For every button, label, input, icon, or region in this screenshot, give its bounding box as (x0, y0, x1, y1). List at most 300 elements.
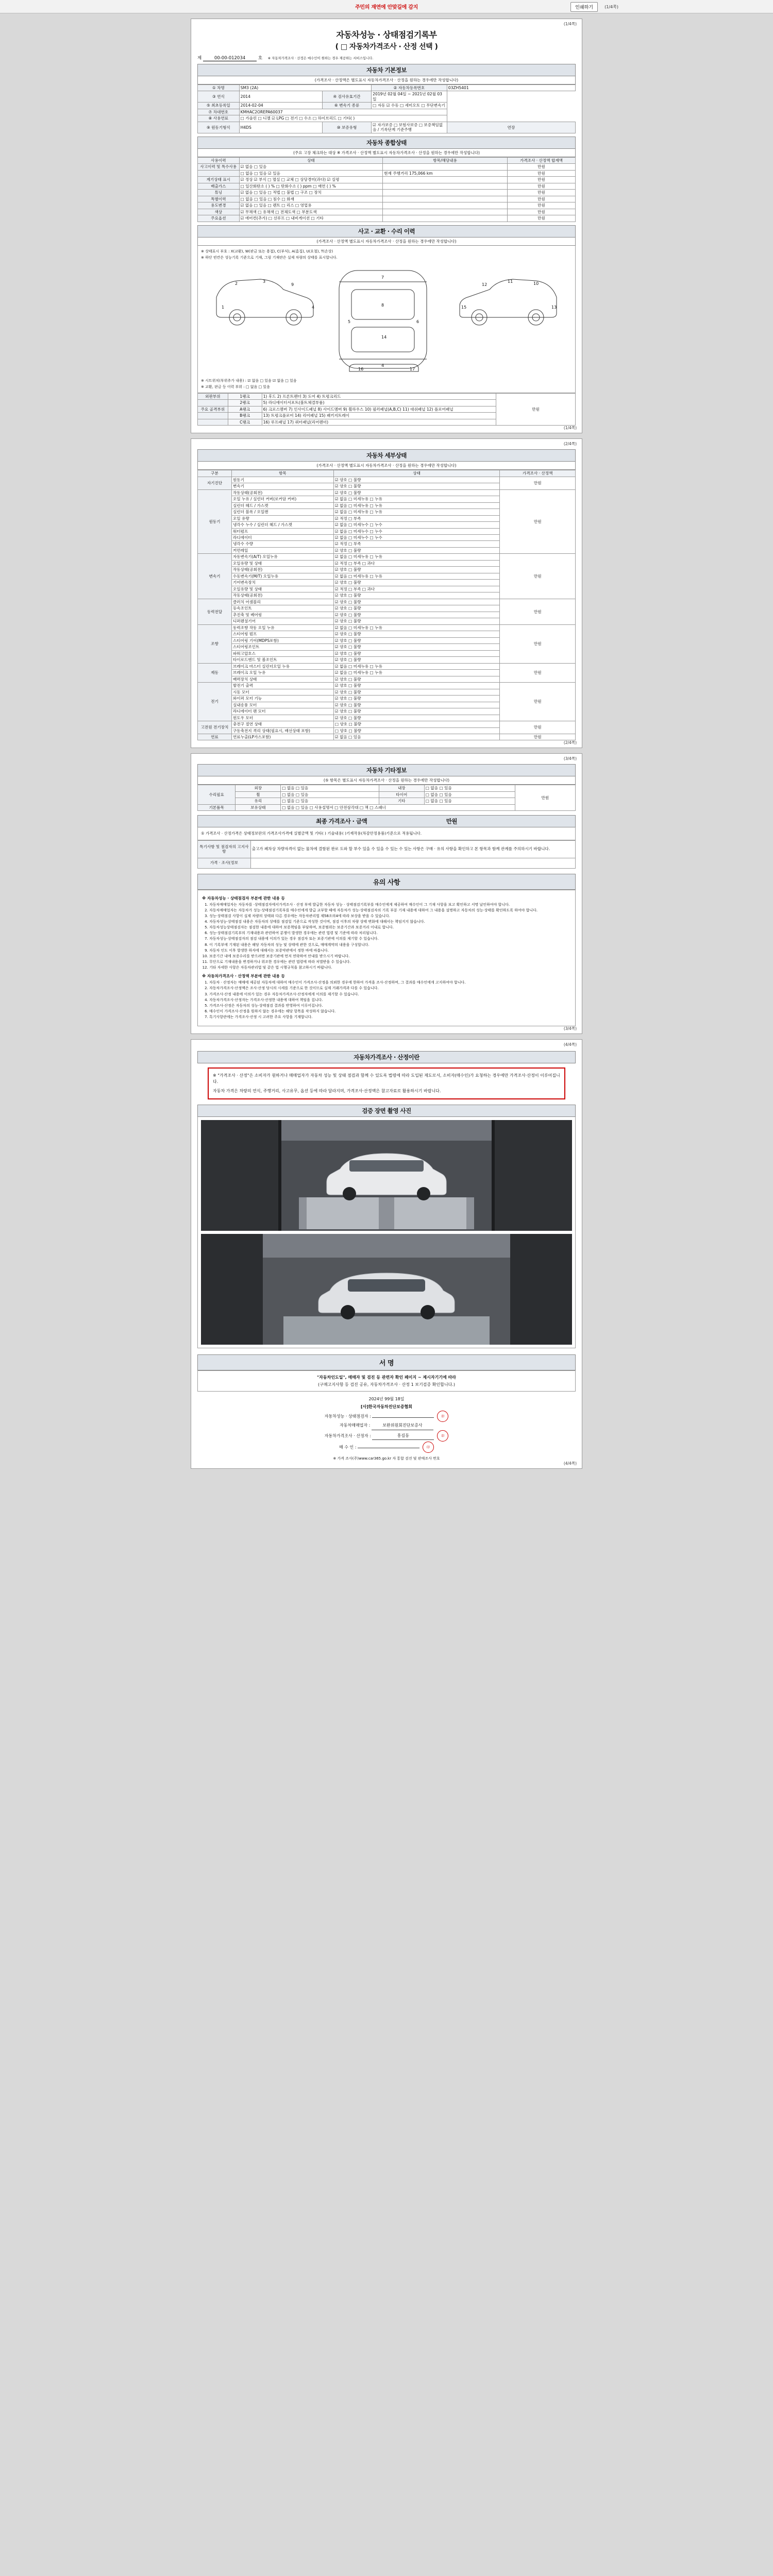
detail-state[interactable]: ☑ 양호 □ 불량 (333, 612, 500, 618)
car-diagram-svg (201, 261, 572, 377)
special-note-label: 특기사항 및 점검자의 고지사항 (198, 840, 251, 858)
accident-note-1: ※ 상태표시 부호 : X(교환), W(판금 또는 용접), C(부식), A(흠집), U(요철), T(손상) (201, 249, 333, 253)
basic-label: ④ 검사유효기간 (322, 91, 371, 103)
table-row (198, 734, 576, 740)
table-row (198, 599, 576, 605)
detail-state[interactable]: ☑ 없음 □ 미세누유 □ 누유 (333, 624, 500, 631)
etc-item-b: 타이어 (379, 791, 424, 798)
overall-state[interactable]: ☑ 없음 □ 있음 □ 렌트 □ 리스 □ 영업용 (239, 202, 383, 209)
detail-state[interactable]: ☑ 없음 □ 미세누유 □ 누유 (333, 663, 500, 669)
page-mark-4-bottom: (4/4쪽) (563, 1461, 577, 1466)
signature-row (197, 1442, 576, 1453)
overall-price: 만원 (508, 190, 576, 196)
table-row (198, 215, 576, 222)
accident-title: 사고 · 교환 · 수리 이력 (197, 225, 576, 238)
signature-block (197, 1396, 576, 1452)
signature-name[interactable]: 홍길동 (372, 1432, 434, 1440)
basic-label: ⑧ 사용연료 (198, 115, 240, 122)
photo-section-title: 검증 장면 촬영 사진 (197, 1105, 576, 1117)
detail-state[interactable]: ☑ 양호 □ 불량 (333, 477, 500, 483)
overall-detail (383, 209, 508, 215)
table-row (198, 183, 576, 189)
page-title: 자동차성능 · 상태점검기록부 (336, 30, 437, 40)
svg-text:17: 17 (410, 366, 415, 371)
notice-sec1-list (209, 902, 571, 971)
page-4 (191, 1039, 582, 1468)
page-mark-2: (2/4쪽) (563, 442, 577, 447)
detail-item: 구동축전지 격리 상태(필요시, 배선상태 포함) (231, 727, 333, 734)
detail-table (197, 470, 576, 740)
page-mark-1: (1/4쪽) (563, 22, 577, 26)
signature-rows (197, 1411, 576, 1452)
overall-detail (383, 183, 508, 189)
detail-price: 만원 (500, 663, 576, 682)
final-price-note (197, 827, 576, 840)
etc-price: 만원 (515, 785, 575, 811)
price-explain-title: 자동차가격조사 · 산정이란 (197, 1051, 576, 1063)
list-item: 12. 기타 자세한 사항은 자동차관리법 및 같은 법 시행규칙을 참고하시기 바랍니다. (209, 965, 571, 970)
basic-value: 03ZH5401 (447, 85, 575, 91)
table-row (198, 477, 576, 483)
signature-date: 2024년 99월 18일 (368, 1397, 405, 1402)
detail-item: 냉각수 누수 / 실린더 헤드 / 가스켓 (231, 522, 333, 528)
etc-state-a[interactable]: □ 없음 □ 있음 (281, 798, 379, 804)
seal-stamp-icon: 印 (437, 1411, 448, 1422)
overall-label: 사고이력 및 특수사용 (198, 164, 240, 170)
etc-state-a[interactable]: □ 없음 □ 있음 (281, 791, 379, 798)
signature-role: 자동차매매업자 : (340, 1423, 372, 1428)
detail-col-3: 가격조사 · 산정액 (500, 470, 576, 477)
overall-label: 주요옵션 (198, 215, 240, 222)
overall-col-3: 가격조사 · 산정액 합계액 (508, 157, 576, 163)
detail-state[interactable]: ☑ 양호 □ 불량 (333, 580, 500, 586)
overall-label: 특별이력 (198, 196, 240, 202)
svg-text:4: 4 (312, 304, 315, 310)
etc-state-a[interactable]: □ 없음 □ 있음 □ 사용설명서 □ 안전삼각대 □ 잭 □ 스패너 (281, 804, 515, 810)
overall-label: 계기상태 표시 (198, 177, 240, 183)
overall-label: 튜닝 (198, 190, 240, 196)
svg-text:16: 16 (358, 366, 364, 371)
svg-text:12: 12 (482, 282, 488, 287)
detail-state[interactable]: ☑ 양호 □ 불량 (333, 599, 500, 605)
basic-value: 2014 (239, 91, 322, 103)
accident-diagram-wrap (197, 246, 576, 393)
detail-state[interactable]: ☑ 양호 □ 불량 (333, 567, 500, 573)
overall-detail (383, 177, 508, 183)
table-row (198, 393, 576, 399)
overall-col-1: 상태 (239, 157, 383, 163)
garage-photo-2 (201, 1234, 572, 1345)
detail-price: 만원 (500, 554, 576, 599)
overall-col-2: 항목/해당내용 (383, 157, 508, 163)
basic-info-table (197, 84, 576, 133)
detail-state[interactable]: ☑ 양호 □ 불량 (333, 592, 500, 599)
page-mark-1-bottom: (1/4쪽) (563, 426, 577, 431)
list-item: 6. 성능·상태점검기록부의 기재내용과 관련하여 분쟁이 발생한 경우에는 관련 법령 및 기준에 따라 처리됩니다. (209, 930, 571, 936)
svg-text:14: 14 (381, 334, 387, 340)
overall-state[interactable]: ☑ 없음 □ 있음 (239, 164, 383, 170)
svg-text:8: 8 (381, 302, 384, 308)
detail-state[interactable]: ☑ 양호 □ 불량 (333, 683, 500, 689)
list-item: 2. 자동차매매업자는 자동차가 성능·상태점검기록부를 매수인에게 발급 교부할 때에 자동차가 성능·상태점검자의 기록 부분 기재 내용에 대하여 그 내용을 설명하고 자동차의 성능·상태를 확인하도록 하여야 합니다. (209, 908, 571, 913)
detail-col-0: 구분 (198, 470, 232, 477)
basic-value: KMHAC2OREPA60037 (239, 109, 447, 115)
detail-state[interactable]: □ 양호 □ 불량 (333, 727, 500, 734)
detail-state[interactable]: ☑ 양호 □ 불량 (333, 644, 500, 650)
detail-item: 동력조향 작동 오일 누유 (231, 624, 333, 631)
svg-text:1: 1 (222, 304, 225, 310)
etc-body (198, 785, 576, 811)
issue-no-suffix: 호 (258, 56, 263, 61)
detail-col-1: 항목 (231, 470, 333, 477)
detail-group: 연료 (198, 734, 232, 740)
etc-item-a: 외장 (236, 785, 281, 791)
basic-value: 2014-02-04 (239, 103, 322, 109)
legend-group (198, 400, 228, 406)
detail-state[interactable]: ☑ 없음 □ 미세누유 □ 누유 (333, 496, 500, 502)
signature-role: 자동차성능 · 상태점검자 : (324, 1414, 373, 1419)
detail-item: 충전구 절연 상태 (231, 721, 333, 727)
overall-detail (383, 196, 508, 202)
basic-label: ② 자동차등록번호 (372, 85, 447, 91)
page-mark-3-bottom: (3/4쪽) (563, 1026, 577, 1031)
detail-item: 오일 유량 (231, 515, 333, 521)
accident-legend-body (198, 393, 576, 425)
overall-state[interactable]: □ 없음 □ 있음 □ 침수 □ 화재 (239, 196, 383, 202)
list-item: 4. 자동차성능·상태점검 내용은 자동차의 상태를 점검일 기준으로 작성한 것이며, 점검 이후의 차량 상태 변화에 대해서는 책임지지 않습니다. (209, 919, 571, 924)
overall-state[interactable]: ☑ 무채색 □ 유채색 □ 전체도색 □ 부분도색 (239, 209, 383, 215)
detail-state[interactable]: ☑ 없음 □ 미세누유 □ 누유 (333, 509, 500, 515)
legend-parts: 6) 크로스멤버 7) 인사이드패널 8) 사이드멤버 9) 휠하우스 10) 필러패널(A,B,C) 11) 대쉬패널 12) 플로어패널 (262, 406, 496, 412)
signature-row (197, 1422, 576, 1430)
legend-price: 만원 (496, 393, 576, 425)
etc-title: 자동차 기타정보 (197, 764, 576, 776)
detail-state[interactable]: ☑ 양호 □ 불량 (333, 676, 500, 682)
list-item: 1. 자동차매매업자는 자동차를 ·상태점검자에서가격조사 · 산정 부에 발급한 자동차 성능 · 상태점검기록부를 매수인에게 제공하여 매수인이 그 기재 사항을 보고 확인하고 서명 날인하여야 합니다. (209, 902, 571, 907)
detail-title: 자동차 세부상태 (197, 449, 576, 462)
detail-state[interactable]: ☑ 적정 □ 부족 (333, 515, 500, 521)
overall-state[interactable]: ☑ 없음 □ 있음 □ 적법 □ 불법 □ 구조 □ 장치 (239, 190, 383, 196)
detail-item: 작동상태(공회전) (231, 489, 333, 496)
accident-legend-table (197, 393, 576, 426)
detail-item: 타이로드엔드 및 볼조인트 (231, 657, 333, 663)
seal-stamp-icon: 印 (423, 1442, 434, 1453)
table-row (198, 115, 576, 122)
basic-label: ⑤ 최초등록일 (198, 103, 240, 109)
table-row (198, 683, 576, 689)
issue-no-value: 00-00-012034 (203, 56, 257, 61)
etc-item-a: 보유상태 (236, 804, 281, 810)
detail-state[interactable]: ☑ 양호 □ 불량 (333, 483, 500, 489)
detail-item: 원동기 (231, 477, 333, 483)
detail-item: 시동 모터 (231, 689, 333, 695)
table-row (198, 202, 576, 209)
table-row (198, 164, 576, 170)
svg-text:3: 3 (263, 279, 266, 284)
signature-row (197, 1411, 576, 1422)
detail-state[interactable]: ☑ 양호 □ 불량 (333, 708, 500, 715)
detail-subtitle: (가격조사 · 산정액 별도표시 자동차가격조사 · 산정을 원하는 경우에만 작성합니다) (197, 462, 576, 470)
basic-value: H4DS (239, 122, 322, 133)
detail-state[interactable]: ☑ 양호 □ 불량 (333, 689, 500, 695)
overall-price: 만원 (508, 183, 576, 189)
detail-group: 동력전달 (198, 599, 232, 624)
detail-state[interactable]: ☑ 양호 □ 불량 (333, 657, 500, 663)
detail-group: 조향 (198, 624, 232, 663)
overall-state[interactable]: □ 일산화탄소 ( ) % □ 탄화수소 ( ) ppm □ 매연 ( ) % (239, 183, 383, 189)
detail-item: 스티어링조인트 (231, 644, 333, 650)
basic-info-title: 자동차 기본정보 (197, 64, 576, 76)
detail-item: 기어변속장치 (231, 580, 333, 586)
detail-item: 커먼레일 (231, 547, 333, 553)
detail-item: 오일 누유 / 실린더 커버(로커암 커버) (231, 496, 333, 502)
page-2 (191, 438, 582, 748)
table-row (198, 85, 576, 91)
detail-price: 만원 (500, 683, 576, 721)
table-row (198, 624, 576, 631)
table-row (198, 785, 576, 791)
overall-col-0: 사용이력 (198, 157, 240, 163)
overall-price: 만원 (508, 215, 576, 222)
overall-price: 만원 (508, 164, 576, 170)
garage-photo-1 (201, 1120, 572, 1231)
detail-item: 작동상태(공회전) (231, 567, 333, 573)
seal-stamp-icon: 印 (437, 1430, 448, 1442)
detail-state[interactable]: ☑ 없음 □ 미세누수 □ 누수 (333, 522, 500, 528)
basic-value: □ 자동 ☑ 수동 □ 세미오토 □ 무단변속기 (372, 103, 447, 109)
detail-item: 추진축 및 베어링 (231, 612, 333, 618)
detail-state[interactable]: ☑ 없음 □ 미세누유 □ 누유 (333, 670, 500, 676)
detail-item: 라디에이터 팬 모터 (231, 708, 333, 715)
detail-item: 와이퍼 모터 기능 (231, 696, 333, 702)
overall-subtitle: (주요 고장 체크하는 대상 ※ 가격조사 · 산정액 별도표시 자동차가격조사 · 산정을 원하는 경우에만 작성합니다) (197, 149, 576, 157)
detail-state[interactable]: ☑ 양호 □ 불량 (333, 547, 500, 553)
etc-state-b[interactable]: □ 없음 □ 있음 (424, 798, 515, 804)
list-item: 11. 무단으로 기재내용을 변경하거나 위조한 경우에는 관련 법령에 따라 처벌받을 수 있습니다. (209, 959, 571, 964)
detail-item: 실내송풍 모터 (231, 702, 333, 708)
svg-text:10: 10 (533, 281, 539, 286)
svg-text:2: 2 (235, 281, 238, 286)
detail-state[interactable]: ☑ 없음 □ 미세누수 □ 누수 (333, 528, 500, 534)
detail-state[interactable]: ☑ 없음 □ 있음 (333, 734, 500, 740)
legend-rank: A랭크 (228, 406, 262, 412)
detail-item: 자동변속기(A/T) 오일누유 (231, 554, 333, 560)
overall-body (198, 164, 576, 222)
car-diagram (201, 261, 572, 377)
list-item: 6. 매수인이 가격조사·산정을 원하지 않는 경우에는 해당 항목을 작성하지 않습니다. (209, 1009, 571, 1014)
list-item: 3. 가격조사·산정 내용에 이의가 있는 경우 자동차가격조사·산정자에게 이의를 제기할 수 있습니다. (209, 992, 571, 997)
accident-subtitle: (가격조사 · 산정액 별도표시 자동차가격조사 · 산정을 원하는 경우에만 작성합니다) (197, 238, 576, 246)
basic-value: □ 가솔린 □ 디젤 ☑ LPG □ 전기 □ 수소 □ 하이브리드 □ 기타( ) (239, 115, 447, 122)
detail-state[interactable]: ☑ 없음 □ 미세누유 □ 누유 (333, 573, 500, 579)
overall-title: 자동차 종합상태 (197, 137, 576, 149)
signature-box (197, 1370, 576, 1392)
table-row (198, 721, 576, 727)
basic-label: ⑨ 원동기형식 (198, 122, 240, 133)
detail-price: 만원 (500, 489, 576, 554)
svg-text:13: 13 (551, 304, 557, 310)
detail-item: 연료누출(LP가스포함) (231, 734, 333, 740)
table-row (198, 91, 576, 103)
legend-group (198, 419, 228, 425)
detail-state[interactable]: ☑ 양호 □ 불량 (333, 702, 500, 708)
issue-no-label: 제 (197, 56, 202, 61)
list-item: 7. 특기사항란에는 가격조사·산정 시 고려한 주요 사항을 기재합니다. (209, 1014, 571, 1020)
detail-state[interactable]: ☑ 없음 □ 미세누유 □ 누유 (333, 502, 500, 509)
signature-role: 매 수 인 : (339, 1445, 358, 1450)
page-1 (191, 19, 582, 433)
top-toolbar (0, 0, 773, 13)
detail-item: 수동변속기(M/T) 오일누유 (231, 573, 333, 579)
basic-value: ☑ 자가보증 □ 보험사보증 □ 보증책임없음 / 기록단계 기준주행 (372, 122, 447, 133)
signature-name[interactable]: 보완위원회진단보증사 (372, 1422, 433, 1430)
overall-state[interactable]: ☑ 에어컨(추가) □ 선루프 □ 내비게이션 □ 기타 (239, 215, 383, 222)
etc-group: 수리필요 (198, 785, 236, 804)
signature-row (197, 1430, 576, 1442)
overall-price: 만원 (508, 170, 576, 176)
signature-line-1: "자동차인도일", 매매자 및 검진 등 관련자 확인 페이지 ~ 제시자기기에 따라 (316, 1375, 457, 1380)
issue-number-line (197, 55, 576, 61)
signature-role: 자동차가격조사 · 산정자 : (324, 1433, 373, 1438)
list-item: 1. 자동차 · 산정자는 매매에 제공된 자동차에 대하여 매수인이 가격조사·산정을 의뢰한 경우에 한하여 가격을 조사·산정하며, 그 결과를 매수인에게 고지하여야 합니다. (209, 980, 571, 985)
detail-item: 윈도우 모터 (231, 715, 333, 721)
detail-state[interactable]: ☑ 적정 □ 부족 □ 과다 (333, 560, 500, 566)
price-explain-line2: 자동차 가격은 차량의 연식, 주행거리, 사고유무, 옵션 등에 따라 달라지며, 가격조사·산정액은 참고자료로 활용하시기 바랍니다. (213, 1089, 441, 1094)
svg-text:11: 11 (508, 279, 513, 284)
list-item: 10. 보증기간 내에 보증수리를 받으려면 보증기관에 먼저 연락하여 안내를 받으시기 바랍니다. (209, 954, 571, 959)
svg-text:7: 7 (381, 275, 384, 280)
price-source-label: 가격 · 조사(정보 (198, 858, 251, 868)
notice-sec2-list (209, 980, 571, 1020)
etc-group: 기본품목 (198, 804, 236, 810)
detail-group: 전기 (198, 683, 232, 721)
table-row (198, 663, 576, 669)
detail-item: 라디에이터 (231, 534, 333, 540)
etc-item-a: 휠 (236, 791, 281, 798)
etc-state-b[interactable]: □ 없음 □ 있음 (424, 785, 515, 791)
signature-line-2: (구매고지사항 등 검진 공유, 자동차가격조사 · 산정 1 보기검증 확인합니다.) (318, 1382, 455, 1387)
table-row (198, 109, 576, 115)
legend-parts: 13) 트렁크플로어 14) 리어패널 15) 패키지트레이 (262, 413, 496, 419)
table-row (198, 209, 576, 215)
price-source-value (250, 858, 575, 868)
list-item: 4. 자동차가격조사·산정자는 가격조사·산정한 내용에 대하여 책임을 집니다. (209, 997, 571, 1003)
detail-item: 등속조인트 (231, 605, 333, 612)
basic-label: ⑥ 변속기 종류 (322, 103, 371, 109)
signature-company: [사]한국자동차진단보증협회 (360, 1404, 413, 1409)
etc-state-a[interactable]: □ 없음 □ 있음 (281, 785, 379, 791)
detail-state[interactable]: ☑ 양호 □ 불량 (333, 605, 500, 612)
overall-state[interactable]: □ 없음 □ 있음 ☑ 있음 (239, 170, 383, 176)
etc-table (197, 785, 576, 811)
overall-state[interactable]: ☑ 정상 ☑ 부식 □ 멸실 □ 교체 □ 상당경미(과다) ☑ 실평 (239, 177, 383, 183)
basic-label: ⑩ 보증유형 (322, 122, 371, 133)
detail-state[interactable]: ☑ 양호 □ 불량 (333, 618, 500, 624)
overall-detail: 현재 주행거리 175,066 km (383, 170, 508, 176)
detail-state[interactable]: ☑ 양호 □ 불량 (333, 650, 500, 656)
legend-parts: 5) 라디에이터서포트(볼트체결부품) (262, 400, 496, 406)
basic-label: 연장 (447, 122, 575, 133)
final-price-line1: ① 가격조사 · 산정가격은 상태정보란의 가격조사가격에 실별금액 및 기타( ) 기술내용( )기재작용(차감안정용품)기준으로 적용됩니다. (201, 831, 422, 836)
detail-item: 발전기 출력 (231, 683, 333, 689)
basic-value: 2019년 02월 04일 ~ 2021년 02월 03일 (372, 91, 447, 103)
svg-text:4: 4 (381, 363, 384, 368)
etc-item-b: 내장 (379, 785, 424, 791)
table-row (198, 103, 576, 109)
svg-text:6: 6 (416, 319, 419, 324)
detail-item: 변속기 (231, 483, 333, 489)
topbar-page-label: (1/4쪽) (604, 5, 618, 9)
detail-group: 변속기 (198, 554, 232, 599)
list-item: 9. 자동차 인도 이후 발생한 하자에 대해서는 보증약관에서 정한 바에 따릅니다. (209, 948, 571, 953)
detail-item: 냉각수 수량 (231, 541, 333, 547)
detail-col-2: 상태 (333, 470, 500, 477)
table-row (198, 489, 576, 496)
detail-item: 스티어링 펌프 (231, 631, 333, 637)
detail-item: 작동상태(공회전) (231, 592, 333, 599)
detail-item: 디퍼렌셜기어 (231, 618, 333, 624)
detail-state[interactable]: ☑ 양호 □ 불량 (333, 637, 500, 643)
detail-item: 배력장치 상태 (231, 676, 333, 682)
detail-item: 워터펌프 (231, 528, 333, 534)
issue-note: ※ 자동차가격조사 · 산정은 매수인이 원하는 경우 제공하는 서비스입니다. (267, 56, 374, 60)
detail-price: 만원 (500, 721, 576, 734)
detail-group: 제동 (198, 663, 232, 682)
final-price-table (197, 840, 576, 869)
svg-text:9: 9 (291, 282, 294, 287)
detail-price: 만원 (500, 477, 576, 489)
etc-state-b[interactable]: □ 없음 □ 있음 (424, 791, 515, 798)
price-explain-box (208, 1067, 565, 1099)
svg-text:15: 15 (461, 304, 467, 310)
final-price-value: 만원 (446, 818, 457, 825)
detail-state[interactable]: ☑ 양호 □ 불량 (333, 631, 500, 637)
final-price-title-text: 최종 가격조사 · 금액 (316, 818, 367, 825)
overall-label (198, 170, 240, 176)
legend-parts: 16) 루프패널 17) 쿼터패널(리어펜더) (262, 419, 496, 425)
legend-parts: 1) 후드 2) 프론트펜더 3) 도어 4) 트렁크리드 (262, 393, 496, 399)
signature-name[interactable] (372, 1417, 434, 1418)
list-item: 7. 자동차성능·상태점검자의 점검 내용에 이의가 있는 경우 점검자 또는 보증기관에 이의를 제기할 수 있습니다. (209, 936, 571, 941)
detail-state[interactable]: ☑ 적정 □ 부족 (333, 541, 500, 547)
table-row (198, 177, 576, 183)
print-button[interactable]: 인쇄하기 (570, 2, 598, 12)
basic-info-subtitle: (가격조사 · 산정액은 별도표시 자동차가격조사 · 산정을 원하는 경우에만 작성합니다) (197, 76, 576, 84)
detail-state[interactable]: ☑ 없음 □ 미세누유 □ 누유 (333, 554, 500, 560)
notice-box (197, 890, 576, 1027)
basic-info-body (198, 85, 576, 133)
detail-state[interactable]: ☑ 적정 □ 부족 □ 과다 (333, 586, 500, 592)
overall-detail (383, 190, 508, 196)
overall-price: 만원 (508, 177, 576, 183)
legend-group: 외판부위 (198, 393, 228, 399)
detail-state[interactable]: ☑ 양호 □ 불량 (333, 489, 500, 496)
table-row (198, 190, 576, 196)
detail-item: 브레이크 마스터 실린더오일 누유 (231, 663, 333, 669)
detail-state[interactable]: ☑ 양호 □ 불량 (333, 715, 500, 721)
final-price-title (197, 815, 576, 827)
legend-group (198, 413, 228, 419)
detail-state[interactable]: ☑ 없음 □ 미세누수 □ 누수 (333, 534, 500, 540)
detail-state[interactable]: □ 양호 □ 불량 (333, 721, 500, 727)
detail-state[interactable]: ☑ 양호 □ 불량 (333, 696, 500, 702)
overall-price: 만원 (508, 209, 576, 215)
detail-group: 원동기 (198, 489, 232, 554)
overall-price: 만원 (508, 196, 576, 202)
table-row (198, 170, 576, 176)
legend-rank: 1랭크 (228, 393, 262, 399)
etc-item-b: 기타 (379, 798, 424, 804)
